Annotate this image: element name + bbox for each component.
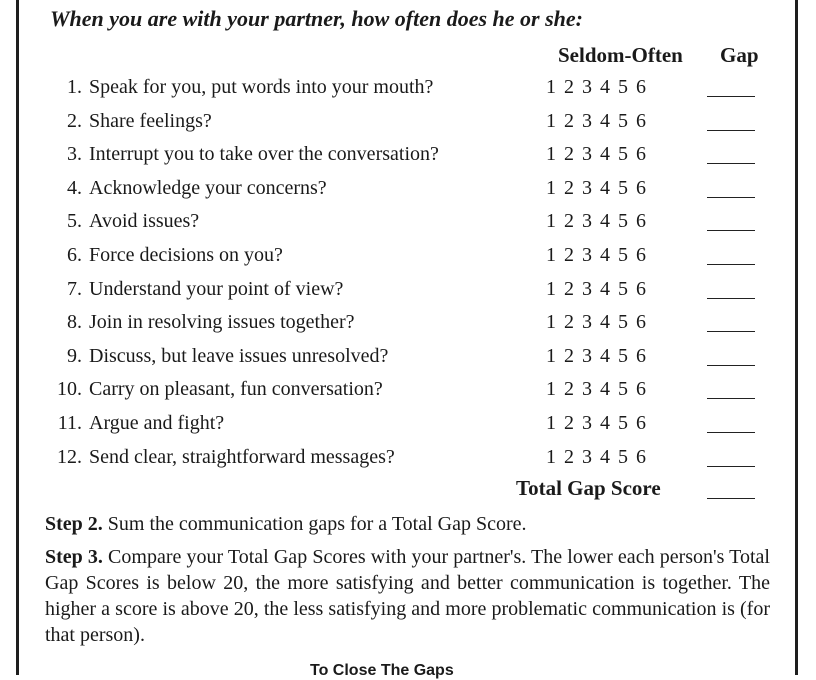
gap-blank[interactable] [707,365,755,366]
item-question: Avoid issues? [89,210,200,233]
question-heading: When you are with your partner, how often does he or she: [50,6,583,31]
item-number: 6. [67,244,82,266]
rating-scale[interactable]: 1 2 3 4 5 6 [546,244,646,266]
item-row [0,345,816,377]
item-question: Share feelings? [89,109,212,132]
item-row [0,378,816,410]
rating-scale[interactable]: 1 2 3 4 5 6 [546,378,646,401]
item-question: Discuss, but leave issues unresolved? [89,344,389,367]
item-number: 10. [57,378,82,401]
gap-blank[interactable] [707,466,755,467]
step-2 [45,511,770,537]
rating-scale[interactable]: 1 2 3 4 5 6 [546,143,646,166]
item-number: 12. [57,445,82,468]
next-section-heading: To Close The Gaps [310,662,454,679]
gap-blank[interactable] [707,264,755,265]
gap-blank[interactable] [707,96,755,97]
step-2-text: Sum the communication gaps for a Total Gap Score. [102,513,527,535]
item-question: Interrupt you to take over the conversation? [89,143,439,166]
gap-blank[interactable] [707,163,755,164]
item-row [0,278,816,310]
item-question: Speak for you, put words into your mouth? [89,76,434,98]
rating-scale[interactable]: 1 2 3 4 5 6 [546,445,646,468]
item-question: Understand your point of view? [89,277,344,300]
item-number: 5. [67,210,82,233]
gap-blank[interactable] [707,197,755,198]
item-question: Argue and fight? [89,412,225,434]
step-3-label: Step 3. [45,546,103,568]
step-3 [45,544,770,648]
item-number: 11. [57,412,82,434]
item-row [0,446,816,478]
item-question: Force decisions on you? [89,244,283,266]
rating-scale[interactable]: 1 2 3 4 5 6 [546,210,646,233]
item-question: Send clear, straightforward messages? [89,445,395,468]
item-row [0,210,816,242]
item-number: 4. [67,176,82,199]
rating-scale[interactable]: 1 2 3 4 5 6 [546,277,646,300]
item-row [0,76,816,108]
rating-scale[interactable]: 1 2 3 4 5 6 [546,344,646,367]
rating-scale[interactable]: 1 2 3 4 5 6 [546,412,646,434]
item-number: 9. [67,344,82,367]
rating-scale[interactable]: 1 2 3 4 5 6 [546,311,646,334]
step-3-text: Compare your Total Gap Scores with your partner's. The lower each person's Total Gap Scores is below 20, the more satisfying and better communication is together. The higher a score is above 20, the less satisfying and more problematic communication is (for that person). [45,546,770,646]
item-number: 8. [67,311,82,334]
step-2-label: Step 2. [45,513,103,535]
item-number: 2. [67,109,82,132]
total-gap-score-blank[interactable] [707,498,755,499]
item-row [0,110,816,142]
gap-blank[interactable] [707,130,755,131]
item-row [0,143,816,175]
item-row [0,311,816,343]
scale-header: Seldom-Often [558,43,683,67]
rating-scale[interactable]: 1 2 3 4 5 6 [546,109,646,132]
gap-blank[interactable] [707,398,755,399]
item-row [0,412,816,444]
gap-blank[interactable] [707,432,755,433]
item-question: Acknowledge your concerns? [89,176,327,199]
total-gap-score-label: Total Gap Score [516,476,661,500]
gap-blank[interactable] [707,298,755,299]
item-number: 7. [67,277,82,300]
rating-scale[interactable]: 1 2 3 4 5 6 [546,176,646,199]
item-question: Join in resolving issues together? [89,311,355,334]
item-row [0,177,816,209]
rating-scale[interactable]: 1 2 3 4 5 6 [546,76,646,98]
item-question: Carry on pleasant, fun conversation? [89,378,383,401]
item-number: 1. [67,76,82,98]
gap-blank[interactable] [707,230,755,231]
item-row [0,244,816,276]
gap-blank[interactable] [707,331,755,332]
gap-header: Gap [720,43,759,67]
item-number: 3. [67,143,82,166]
